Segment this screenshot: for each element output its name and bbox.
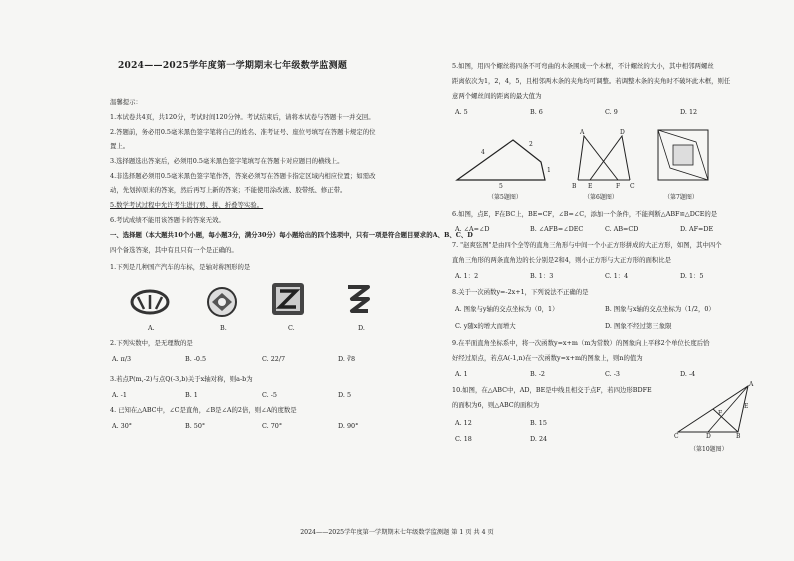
q5-stem-cont: 距离依次为1，2，4，5，且相邻两木条的夹角均可调整。若调整木条的夹角时不破坏此木框，则任 xyxy=(452,77,731,85)
notice-line: 2.答题前，务必用0.5毫米黑色签字笔将自己的姓名、准考证号、座位号填写在答题卡规定的位 xyxy=(110,128,376,136)
q6-option-d: D. AF=DE xyxy=(680,225,714,233)
q9-stem: 9.在平面直角坐标系中，将一次函数y=x+m（m为常数）的图象向上平移2个单位长度后恰 xyxy=(452,339,710,347)
notice-line: 动，先划掉原来的答案，然后再写上新的答案；不能使用涂改液、胶带纸、修正带。 xyxy=(110,186,347,194)
notice-line: 1.本试卷共4页，共120分，考试时间120分钟。考试结束后，请将本试卷与答题卡一并交回。 xyxy=(110,113,375,121)
page-footer: 2024——2025学年度第一学期期末七年级数学监测题 第 1 页 共 4 页 xyxy=(300,529,494,536)
logo-d-icon xyxy=(348,287,368,311)
q3-option-c: C. -5 xyxy=(262,391,277,399)
q10-option-c: C. 18 xyxy=(455,435,472,443)
q1-label-a: A. xyxy=(148,324,155,332)
q9-option-d: D. -4 xyxy=(680,370,696,378)
q2-option-a: A. π/3 xyxy=(112,355,132,363)
q6-option-c: C. AB=CD xyxy=(605,225,639,233)
q5-stem: 5.如图，用四个螺丝将四条不可弯曲的木条围成一个木框，不计螺丝的大小，其中相邻两螺丝 xyxy=(452,62,714,70)
q10-stem: 10.如图，在△ABC中，AD，BE是中线且相交于点F，若四边形BDFE xyxy=(452,386,652,394)
fig7-caption: （第7题图） xyxy=(664,194,698,201)
q6-fig-label: F xyxy=(616,183,621,190)
q4-option-d: D. 90° xyxy=(338,422,359,430)
q6-fig-label: A xyxy=(580,129,585,136)
q8-stem: 8.关于一次函数y=-2x+1，下列说法不正确的是 xyxy=(452,288,589,296)
q7-option-b: B. 1：3 xyxy=(530,272,554,280)
q8-option-a: A. 图象与y轴的交点坐标为（0，1） xyxy=(455,305,559,313)
fig10-caption: （第10题图） xyxy=(690,446,728,453)
q8-option-c: C. y随x的增大而增大 xyxy=(455,322,516,330)
q10-fig-label: E xyxy=(744,403,749,410)
q7-figure xyxy=(656,128,716,188)
q10-fig-label: B xyxy=(736,433,741,440)
q7-option-d: D. 1：5 xyxy=(680,272,704,280)
q10-fig-label: F xyxy=(718,410,723,417)
notice-heading: 温馨提示： xyxy=(110,98,142,106)
q5-figure xyxy=(455,128,555,188)
q1-label-b: B. xyxy=(220,324,227,332)
q10-option-d: D. 24 xyxy=(530,435,548,443)
q6-figure xyxy=(568,128,648,188)
section-heading: 一、选择题（本大题共10个小题，每小题3分，满分30分）每小题给出的四个选项中，只有一项是符合题目要求的A、B、C、D xyxy=(110,231,473,239)
q8-option-b: B. 图象与x轴的交点坐标为（1/2，0） xyxy=(605,305,715,313)
q6-fig-label: E xyxy=(588,183,593,190)
q3-stem: 3.若点P(m,-2)与点Q(-3,b)关于x轴对称，则a-b为 xyxy=(110,375,253,383)
q10-stem-cont: 的面积为6，则△ABC的面积为 xyxy=(452,401,540,409)
q5-option-b: B. 6 xyxy=(530,108,543,116)
q5-stem-cont: 意两个螺丝间的距离的最大值为 xyxy=(452,92,542,100)
fig5-caption: （第5题图） xyxy=(488,194,522,201)
q5-option-c: C. 9 xyxy=(605,108,618,116)
q7-option-a: A. 1：2 xyxy=(455,272,479,280)
q6-stem: 6.如图，点E，F在BC上，BE=CF，∠B=∠C，添加一个条件，不能判断△ABF≌△DCE的是 xyxy=(452,210,718,218)
q10-fig-label: A xyxy=(749,381,754,388)
q7-stem-cont: 直角三角形的两条直角边的长分别是2和4，则小正方形与大正方形的面积比是 xyxy=(452,256,672,264)
q1-label-d: D. xyxy=(358,324,365,332)
q2-stem: 2.下列实数中，是无理数的是 xyxy=(110,339,193,347)
q4-option-b: B. 50° xyxy=(185,422,206,430)
q9-option-c: C. -3 xyxy=(605,370,620,378)
q9-stem-cont: 好经过原点，若点A(-1,n)在一次函数y=x+m的图象上，则n的值为 xyxy=(452,354,643,362)
q10-figure xyxy=(674,382,754,438)
q10-option-a: A. 12 xyxy=(455,419,472,427)
q9-option-a: A. 1 xyxy=(455,370,468,378)
q5-option-d: D. 12 xyxy=(680,108,698,116)
notice-line: 5.数学考试过程中允许考生进行剪、拼、折叠等实验。 xyxy=(110,201,264,209)
logo-b-icon xyxy=(208,288,236,316)
fig6-caption: （第6题图） xyxy=(584,194,618,201)
notice-line: 4.非选择题必须用0.5毫米黑色签字笔作答，答案必须写在答题卡指定区域内相应位置；如需改 xyxy=(110,172,376,180)
q1-stem: 1.下列是几种国产汽车的车标，是轴对称图形的是 xyxy=(110,263,251,271)
notice-line: 置上。 xyxy=(110,142,130,150)
q10-fig-label: D xyxy=(706,433,711,440)
q3-option-b: B. 1 xyxy=(185,391,198,399)
q1-car-logos xyxy=(130,285,420,325)
q10-option-b: B. 15 xyxy=(530,419,547,427)
q4-stem: 4. 已知在△ABC中，∠C是直角，∠B是∠A的2倍，则∠A的度数是 xyxy=(110,406,297,414)
q6-option-b: B. ∠AFB=∠DEC xyxy=(530,225,584,233)
q9-option-b: B. -2 xyxy=(530,370,545,378)
q10-fig-label: C xyxy=(674,433,679,440)
logo-c-icon xyxy=(272,283,304,315)
logo-a-icon xyxy=(132,291,168,313)
q5-fig-label: 2 xyxy=(529,141,533,148)
q6-fig-label: D xyxy=(620,129,625,136)
q3-option-a: A. -1 xyxy=(112,391,127,399)
q5-option-a: A. 5 xyxy=(455,108,468,116)
q1-label-c: C. xyxy=(288,324,295,332)
q6-fig-label: B xyxy=(572,183,577,190)
q2-option-c: C. 22/7 xyxy=(262,355,286,363)
notice-line: 3.选择题选出答案后，必须用0.5毫米黑色签字笔填写在答题卡对应题目的横线上。 xyxy=(110,157,344,165)
notice-line: 6.考试成绩不能用该答题卡的答案无效。 xyxy=(110,216,225,224)
q6-option-a: A. ∠A=∠D xyxy=(455,225,490,233)
q8-option-d: D. 图象不经过第三象限 xyxy=(605,322,672,330)
q5-fig-label: 1 xyxy=(547,167,551,174)
q2-option-d: D. ∛8 xyxy=(338,355,356,363)
q4-option-a: A. 30° xyxy=(112,422,133,430)
q3-option-d: D. 5 xyxy=(338,391,352,399)
q5-fig-label: 5 xyxy=(499,183,503,190)
q4-option-c: C. 70° xyxy=(262,422,283,430)
q7-stem: 7. "赵爽弦图"是由四个全等的直角三角形与中间一个小正方形拼成的大正方形，如图，其中四个 xyxy=(452,241,722,249)
section-heading-cont: 四个备选答案，其中有且只有一个是正确的。 xyxy=(110,246,238,254)
q7-option-c: C. 1：4 xyxy=(605,272,629,280)
q6-fig-label: C xyxy=(630,183,635,190)
q2-option-b: B. -0.5 xyxy=(185,355,207,363)
exam-title: 2024——2025学年度第一学期期末七年级数学监测题 xyxy=(118,61,348,71)
q5-fig-label: 4 xyxy=(481,149,485,156)
